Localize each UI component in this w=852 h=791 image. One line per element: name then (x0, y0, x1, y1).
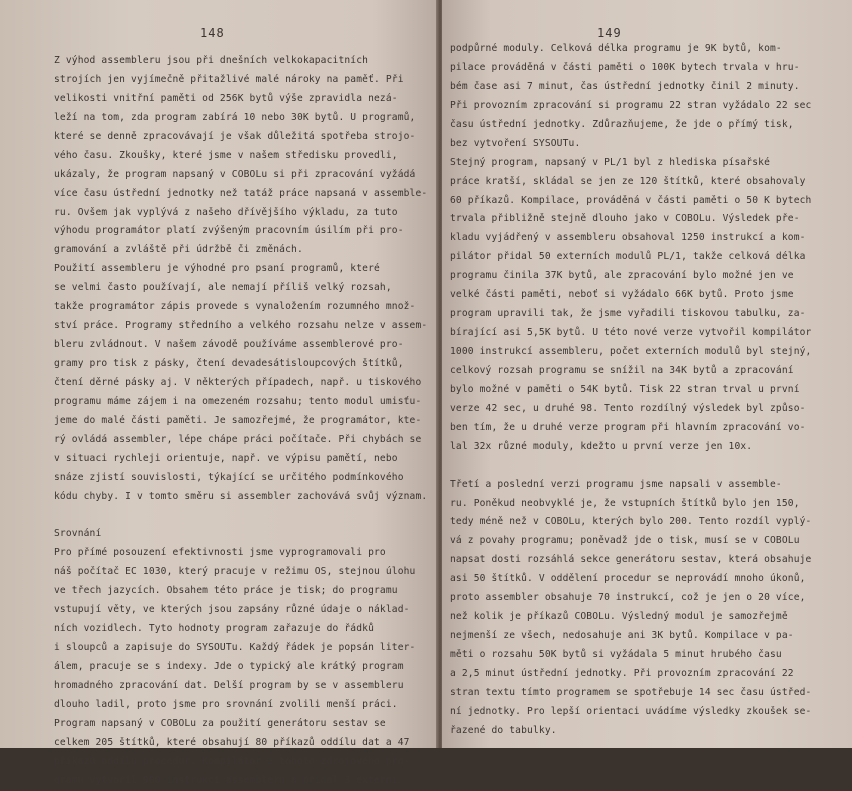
text-line: stran textu tímto programem se spotřebuje 14 sec času ústřed- (450, 686, 812, 698)
text-line: Při provozním zpracování si programu 22 stran vyžádalo 22 sec (450, 99, 812, 111)
text-line: času ústřední jednotky. Zdůrazňujeme, že jde o přímý tisk, (450, 118, 794, 130)
text-line: práce kratší, skládal se jen ze 120 štítků, které obsahovaly (450, 175, 806, 187)
text-line: více času ústřední jednotky než tatáž práce napsaná v assemble- (54, 187, 428, 199)
text-line: Pro přímé posouzení efektivnosti jsme vyprogramovali pro (54, 547, 386, 559)
text-line: lal 32x různé moduly, kdežto u první verze jen 10x. (450, 440, 753, 452)
text-line: 60 příkazů. Kompilace, prováděná v části paměti o 50 K bytech (450, 194, 812, 206)
text-line: gramy pro tisk z pásky, čtení devadesátisloupcových štítků, (54, 358, 404, 369)
text-line: Srovnání (54, 528, 102, 540)
text-line: vstupují věty, ve kterých jsou zapsány různé údaje o náklad- (54, 604, 410, 616)
text-line: velikosti vnitřní paměti od 256K bytů výše zpravidla nezá- (54, 92, 398, 104)
text-line: ukázaly, že program napsaný v COBOLu si při zpracování vyžádá (54, 168, 416, 180)
text-line: leží na tom, zda program zabírá 10 nebo 30K bytů. U programů, (54, 111, 416, 123)
text-line: ství práce. Programy středního a velkého rozsahu nelze v assem- (54, 320, 428, 332)
text-line: hromadného zpracování dat. Delší program by se v assembleru (54, 679, 404, 691)
left-page-text (54, 52, 426, 791)
right-page (442, 0, 852, 748)
text-line: Stejný program, napsaný v PL/1 byl z hlediska písařské (450, 156, 770, 168)
page-number-left: 148 (200, 26, 225, 40)
text-line: verze 42 sec, u druhé 98. Tento rozdílný výsledek byl způso- (450, 402, 806, 414)
text-line: napsat dosti rozsáhlá sekce generátoru sestav, která obsahuje (450, 554, 812, 566)
text-line: 1000 instrukcí assembleru, počet externích modulů byl stejný, (450, 346, 812, 357)
text-line: náš počítač EC 1030, který pracuje v režimu OS, stejnou úlohu (54, 566, 416, 578)
text-line: gramování a zvláště při údržbě či změnách. (54, 244, 303, 256)
text-line (54, 507, 426, 526)
text-line: celkem 205 štítků, které obsahují 80 příkazů oddílu dat a 47 (54, 736, 410, 748)
text-line: Třetí a poslední verzi programu jsme napsali v assemble- (450, 478, 782, 490)
text-line: trvala přibližně stejně dlouho jako v COBOLu. Výsledek pře- (450, 213, 800, 225)
text-line: velké části paměti, neboť si vyžádalo 66K bytů. Proto jsme (450, 289, 794, 301)
text-line: i sloupců a zapisuje do SYSOUTu. Každý řádek je popsán liter- (54, 642, 416, 654)
text-line: v situaci rychleji orientuje, např. ve výpisu pamětí, nebo (54, 452, 398, 464)
right-page-text (450, 40, 846, 741)
text-line: takže programátor zápis provede s vynaložením rozumného množ- (54, 301, 416, 313)
text-line: programu máme zájem i na omezeném rozsahu; tento modul umisťu- (54, 395, 422, 407)
text-line: výhodu programátor platí zvýšeným pracovním úsilím při pro- (54, 225, 404, 237)
text-line: jeme do malé části paměti. Je samozřejmé, že programátor, kte- (54, 414, 422, 426)
text-line: snáze zjistí souvislosti, týkající se určitého podmínkového (54, 471, 404, 483)
text-line: ních vozidlech. Tyto hodnoty program zařazuje do řádků (54, 623, 374, 635)
text-line: pilace prováděná v části paměti o 100K bytech trvala v hru- (450, 61, 800, 73)
text-line: ben tím, že u druhé verze program při hlavním zpracování vo- (450, 421, 806, 433)
text-line: vého času. Zkoušky, které jsme v našem středisku provedli, (54, 149, 398, 161)
text-line: bez vytvoření SYSOUTu. (450, 137, 581, 149)
text-line: celkový rozsah programu se snížil na 34K bytů a zpracování (450, 364, 794, 376)
text-line: gramu vytvořil 900 instrukcí assembleru a přidal 3 externí (54, 774, 398, 786)
text-line: Použití assembleru je výhodné pro psaní programů, které (54, 263, 380, 275)
text-line: bleru zvládnout. V našem závodě používáme assemblerové pro- (54, 339, 404, 351)
text-line: příkazů oddílu procedur. Kompilátor z tohoto zdrojového pro- (54, 755, 410, 767)
text-line: ve třech jazycích. Obsahem této práce je tisk; do programu (54, 585, 398, 597)
text-line: které se denně zpracovávají je však důležitá spotřeba strojo- (54, 130, 416, 142)
text-line: álem, pracuje se s indexy. Jde o typický ale krátký program (54, 661, 404, 672)
text-line: tedy méně než v COBOLu, kterých bylo 200. Tento rozdíl vyplý- (450, 516, 812, 528)
text-line: a 2,5 minut ústřední jednotky. Při provozním zpracování 22 (450, 667, 794, 679)
text-line: bylo možné v paměti o 54K bytů. Tisk 22 stran trval u první (450, 383, 800, 395)
text-line: než kolik je příkazů COBOLu. Výsledný modul je samozřejmě (450, 611, 788, 623)
text-line: bírající asi 5,5K bytů. U této nové verze vytvořil kompilátor (450, 327, 812, 339)
text-line: strojích jen vyjímečně přitažlivé malé nároky na paměť. Při (54, 73, 404, 85)
text-line: rý ovládá assembler, lépe chápe práci počítače. Při chybách se (54, 433, 422, 445)
text-line: ru. Poněkud neobvyklé je, že vstupních štítků bylo jen 150, (450, 497, 800, 509)
text-line (450, 457, 846, 476)
text-line: podpůrné moduly. Celková délka programu je 9K bytů, kom- (450, 43, 782, 54)
text-line: asi 50 štítků. V oddělení procedur se neprovádí mnoho úkonů, (450, 573, 806, 585)
text-line: program upravili tak, že jsme vyřadili tiskovou tabulku, za- (450, 308, 806, 320)
text-line: dlouho ladil, proto jsme pro srovnání zvolili menší práci. (54, 698, 398, 710)
text-line: pilátor přidal 50 externích modulů PL/1, takže celková délka (450, 251, 806, 263)
text-line: programu činila 37K bytů, ale zpracování bylo možné jen ve (450, 270, 794, 282)
text-line: kladu vyjádřený v assembleru obsahoval 1250 instrukcí a kom- (450, 232, 806, 244)
text-line: ní jednotky. Pro lepší orientaci uvádíme výsledky zkoušek se- (450, 705, 812, 717)
text-line: bém čase asi 7 minut, čas ústřední jednotky činil 2 minuty. (450, 80, 800, 92)
text-line: řazené do tabulky. (450, 724, 557, 736)
text-line: kódu chyby. I v tomto směru si assembler zachovává svůj význam. (54, 490, 428, 502)
text-line: se velmi často používají, ale nemají příliš velký rozsah, (54, 282, 392, 294)
text-line: Z výhod assembleru jsou při dnešních velkokapacitních (54, 55, 369, 66)
text-line: vá z povahy programu; poněvadž jde o tisk, musí se v COBOLu (450, 535, 800, 547)
page-number-right: 149 (597, 26, 622, 40)
text-line: ru. Ovšem jak vyplývá z našeho dřívějšího výkladu, za tuto (54, 206, 398, 218)
text-line: měti o rozsahu 50K bytů si vyžádala 5 minut hrubého času (450, 649, 782, 660)
text-line: čtení děrné pásky aj. V některých případech, např. u tiskového (54, 376, 422, 388)
text-line: proto assembler obsahuje 70 instrukcí, což je jen o 20 více, (450, 592, 806, 604)
text-line: Program napsaný v COBOLu za použití generátoru sestav se (54, 717, 386, 729)
text-line: nejmenší ze všech, nedosahuje ani 3K bytů. Kompilace v pa- (450, 630, 794, 642)
